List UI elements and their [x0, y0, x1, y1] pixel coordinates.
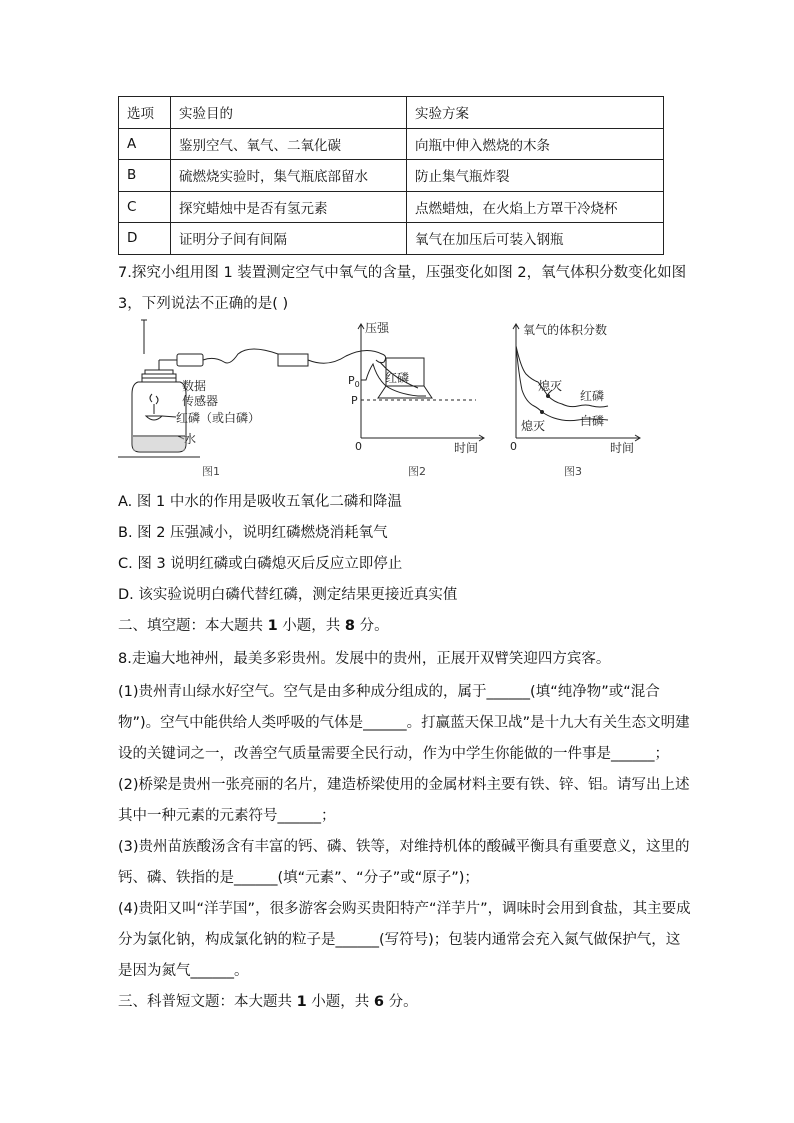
fig2-origin: 0 — [355, 440, 362, 453]
fig1-label-sensor-1: 数据 — [182, 379, 207, 393]
section-2-mid: 小题，共 — [277, 618, 345, 634]
section-2-suffix: 分。 — [355, 618, 389, 634]
fig3-red-extinguish-point — [546, 394, 550, 398]
question-8-line: 8.走遍大地神州，最美多彩贵州。发展中的贵州，正展开双臂笑迎四方宾客。 — [118, 651, 611, 667]
table-row — [119, 128, 664, 160]
fig2-p0-sub: 0 — [354, 380, 360, 389]
question-8-line: 其中一种元素的元素符号______； — [118, 808, 336, 824]
question-8-line: (4)贵阳又叫“洋芋国”，很多游客会购买贵阳特产“洋芋片”，调味时会用到食盐，其主要成 — [118, 901, 691, 917]
section-2-heading — [118, 616, 389, 636]
question-8-line: 是因为氮气______。 — [118, 963, 249, 979]
figure-2-chart — [358, 324, 484, 441]
question-8-line: (1)贵州青山绿水好空气。空气是由多种成分组成的，属于______(填“纯净物”或“混合 — [118, 684, 660, 700]
fig3-white-extinguish-point — [540, 410, 544, 414]
question-7-option-c: C. 图 3 说明红磷或白磷熄灭后反应立即停止 — [118, 556, 403, 572]
table-cell: 向瓶中伸入燃烧的木条 — [407, 128, 664, 160]
fig3-red-label: 红磷 — [580, 389, 605, 403]
section-3-heading — [118, 992, 418, 1012]
figure-1-fill — [133, 437, 185, 451]
fig2-x-label: 时间 — [454, 441, 479, 455]
fig3-white-label: 白磷 — [580, 414, 605, 428]
table-header-row — [119, 97, 664, 129]
table-cell: 点燃蜡烛，在火焰上方罩干冷烧杯 — [407, 191, 664, 223]
fig2-p0-letter: P — [348, 374, 355, 387]
fig2-p0 — [348, 374, 360, 389]
table-cell: C — [119, 191, 171, 223]
table-header-cell: 实验方案 — [407, 97, 664, 129]
fig3-extinguish-label-1: 熄灭 — [538, 379, 563, 393]
table-header-cell: 实验目的 — [171, 97, 407, 129]
table-cell: 探究蜡烛中是否有氢元素 — [171, 191, 407, 223]
section-2-prefix: 二、填空题：本大题共 — [118, 618, 268, 634]
figures-svg — [118, 318, 658, 483]
table-cell: A — [119, 128, 171, 160]
table-cell: 证明分子间有间隔 — [171, 223, 407, 255]
question-8-line: 分为氯化钠，构成氯化钠的粒子是______(写符号)；包装内通常会充入氮气做保护气，这 — [118, 932, 681, 948]
options-table — [118, 96, 664, 255]
table-cell: B — [119, 160, 171, 192]
question-8-line: 物”)。空气中能供给人类呼吸的气体是______。打赢蓝天保卫战”是十九大有关生态文明建 — [118, 715, 690, 731]
question-7-option-a: A. 图 1 中水的作用是吸收五氧化二磷和降温 — [118, 494, 402, 510]
table-cell: 氧气在加压后可装入钢瓶 — [407, 223, 664, 255]
fig3-extinguish-label-2: 熄灭 — [521, 419, 546, 433]
table-cell: 防止集气瓶炸裂 — [407, 160, 664, 192]
question-8-line: 设的关键词之一，改善空气质量需要全民行动，作为中学生你能做的一件事是______； — [118, 746, 669, 762]
fig2-p: P — [351, 394, 358, 407]
table-cell: 硫燃烧实验时，集气瓶底部留水 — [171, 160, 407, 192]
question-7-option-d: D. 该实验说明白磷代替红磷，测定结果更接近真实值 — [118, 587, 458, 603]
question-7-stem-line2: 3，下列说法不正确的是( ) — [118, 296, 289, 312]
question-8-line: (2)桥梁是贵州一张亮丽的名片，建造桥梁使用的金属材料主要有铁、锌、铝。请写出上述 — [118, 777, 690, 793]
question-7-stem-line1: 7.探究小组用图 1 装置测定空气中氧气的含量，压强变化如图 2，氧气体积分数变化如图 — [118, 265, 687, 281]
figure-1-apparatus — [118, 320, 432, 457]
table-row — [119, 191, 664, 223]
fig1-caption: 图1 — [202, 465, 220, 478]
question-7-option-b: B. 图 2 压强减小，说明红磷燃烧消耗氧气 — [118, 525, 388, 541]
table-row — [119, 223, 664, 255]
section-3-score: 6 — [373, 994, 385, 1010]
fig2-curve-label: 红磷 — [385, 371, 410, 385]
fig2-y-label: 压强 — [365, 321, 390, 335]
section-3-mid: 小题，共 — [306, 994, 374, 1010]
figures-row — [118, 318, 658, 483]
section-3-prefix: 三、科普短文题：本大题共 — [118, 994, 297, 1010]
table-header-cell: 选项 — [119, 97, 171, 129]
section-3-suffix: 分。 — [384, 994, 418, 1010]
table-cell: 鉴别空气、氧气、二氧化碳 — [171, 128, 407, 160]
fig3-caption: 图3 — [564, 465, 582, 478]
section-3-count: 1 — [296, 994, 307, 1010]
fig3-x-label: 时间 — [610, 441, 635, 455]
fig1-label-sensor-2: 传感器 — [182, 394, 219, 408]
fig3-origin: 0 — [510, 440, 517, 453]
table-row — [119, 160, 664, 192]
fig3-y-label: 氧气的体积分数 — [523, 323, 608, 337]
table-cell: D — [119, 223, 171, 255]
section-2-score: 8 — [344, 618, 356, 634]
question-8-line: (3)贵州苗族酸汤含有丰富的钙、磷、铁等，对维持机体的酸碱平衡具有重要意义，这里的 — [118, 839, 690, 855]
fig2-caption: 图2 — [408, 465, 426, 478]
fig1-label-phosphorus: 红磷（或白磷） — [176, 411, 261, 425]
question-8-line: 钙、磷、铁指的是______(填“元素”、“分子”或“原子”)； — [118, 870, 479, 886]
fig1-label-water: 水 — [184, 432, 197, 446]
section-2-count: 1 — [267, 618, 278, 634]
